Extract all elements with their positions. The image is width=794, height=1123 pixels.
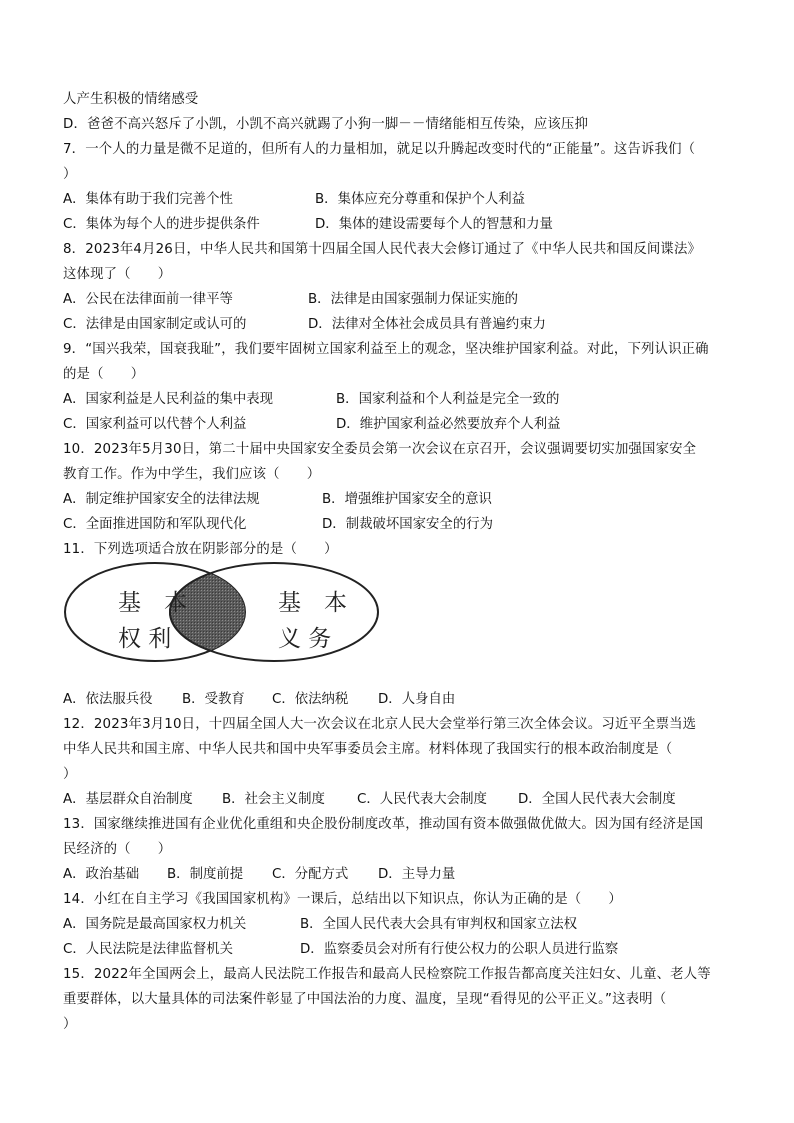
- question-13: 13．国家继续推进国有企业优化重组和央企股份制度改革，推动国有资本做强做优做大。因为国有经济是国: [63, 817, 704, 832]
- q9-option-d: D．维护国家利益必然要放弃个人利益: [336, 417, 561, 432]
- q10-option-d: D．制裁破坏国家安全的行为: [322, 517, 493, 532]
- duties-label-line2: 义 务: [278, 626, 332, 652]
- q14-option-c: C．人民法院是法律监督机关: [63, 942, 234, 957]
- q9-option-c: C．国家利益可以代替个人利益: [63, 417, 247, 432]
- q13-option-d: D．主导力量: [378, 867, 456, 882]
- rights-label-line2: 权 利: [118, 626, 172, 652]
- question-15-cont: 重要群体，以大量具体的司法案件彰显了中国法治的力度、温度，呈现“看得见的公平正义。”这表明（: [63, 992, 667, 1007]
- q7-option-d: D．集体的建设需要每个人的智慧和力量: [315, 217, 553, 232]
- question-9: 9．“国兴我荣，国衰我耻”，我们要牢固树立国家利益至上的观念，坚决维护国家利益。对此，下列认识正确: [63, 342, 709, 357]
- question-13-cont: 民经济的（ ）: [63, 842, 172, 857]
- q7-option-a: A．集体有助于我们完善个性: [63, 192, 233, 207]
- q9-option-b: B．国家利益和个人利益是完全一致的: [336, 392, 560, 407]
- q13-option-a: A．政治基础: [63, 867, 140, 882]
- q11-option-a: A．依法服兵役: [63, 692, 153, 707]
- question-15: 15．2022年全国两会上，最高人民法院工作报告和最高人民检察院工作报告都高度关注妇女、儿童、老人等: [63, 967, 711, 982]
- question-8-cont: 这体现了（ ）: [63, 267, 172, 282]
- q10-option-b: B．增强维护国家安全的意识: [322, 492, 492, 507]
- q11-option-d: D．人身自由: [378, 692, 456, 707]
- question-12-cont2: ）: [63, 767, 77, 782]
- q12-option-b: B．社会主义制度: [222, 792, 325, 807]
- q10-option-c: C．全面推进国防和军队现代化: [63, 517, 247, 532]
- text-line: 人产生积极的情绪感受: [63, 92, 199, 107]
- question-9-cont: 的是（ ）: [63, 367, 145, 382]
- q8-option-d: D．法律对全体社会成员具有普遍约束力: [308, 317, 546, 332]
- question-7-cont: ）: [63, 167, 77, 182]
- question-10-cont: 教育工作。作为中学生，我们应该（ ）: [63, 467, 321, 482]
- question-11: 11．下列选项适合放在阴影部分的是（ ）: [63, 542, 338, 557]
- q8-option-c: C．法律是由国家制定或认可的: [63, 317, 247, 332]
- q12-option-a: A．基层群众自治制度: [63, 792, 193, 807]
- q13-option-c: C．分配方式: [272, 867, 349, 882]
- option-d-q6: D．爸爸不高兴怒斥了小凯，小凯不高兴就踢了小狗一脚－－情绪能相互传染，应该压抑: [63, 117, 589, 132]
- question-14: 14．小红在自主学习《我国国家机构》一课后，总结出以下知识点，你认为正确的是（ ）: [63, 892, 622, 907]
- q13-option-b: B．制度前提: [167, 867, 244, 882]
- q14-option-d: D．监察委员会对所有行使公权力的公职人员进行监察: [300, 942, 619, 957]
- q9-option-a: A．国家利益是人民利益的集中表现: [63, 392, 274, 407]
- rights-label-line1: 基 本: [118, 590, 187, 616]
- question-8: 8．2023年4月26日，中华人民共和国第十四届全国人民代表大会修订通过了《中华人民共和国反间谍法》: [63, 242, 702, 257]
- q10-option-a: A．制定维护国家安全的法律法规: [63, 492, 260, 507]
- q7-option-b: B．集体应充分尊重和保护个人利益: [315, 192, 526, 207]
- q12-option-d: D．全国人民代表大会制度: [518, 792, 676, 807]
- venn-diagram: [63, 560, 383, 672]
- q8-option-b: B．法律是由国家强制力保证实施的: [308, 292, 519, 307]
- q12-option-c: C．人民代表大会制度: [357, 792, 487, 807]
- duties-label-line1: 基 本: [278, 590, 347, 616]
- q7-option-c: C．集体为每个人的进步提供条件: [63, 217, 260, 232]
- question-10: 10．2023年5月30日，第二十届中央国家安全委员会第一次会议在京召开，会议强调要切实加强国家安全: [63, 442, 697, 457]
- question-12: 12．2023年3月10日，十四届全国人大一次会议在北京人民大会堂举行第三次全体会议。习近平全票当选: [63, 717, 697, 732]
- q11-option-b: B．受教育: [182, 692, 245, 707]
- question-12-cont: 中华人民共和国主席、中华人民共和国中央军事委员会主席。材料体现了我国实行的根本政治制度是（: [63, 742, 673, 757]
- question-7: 7．一个人的力量是微不足道的，但所有人的力量相加，就足以升腾起改变时代的“正能量”。这告诉我们（: [63, 142, 696, 157]
- q14-option-a: A．国务院是最高国家权力机关: [63, 917, 247, 932]
- q11-option-c: C．依法纳税: [272, 692, 349, 707]
- q14-option-b: B．全国人民代表大会具有审判权和国家立法权: [300, 917, 577, 932]
- q8-option-a: A．公民在法律面前一律平等: [63, 292, 233, 307]
- question-15-cont2: ）: [63, 1017, 77, 1032]
